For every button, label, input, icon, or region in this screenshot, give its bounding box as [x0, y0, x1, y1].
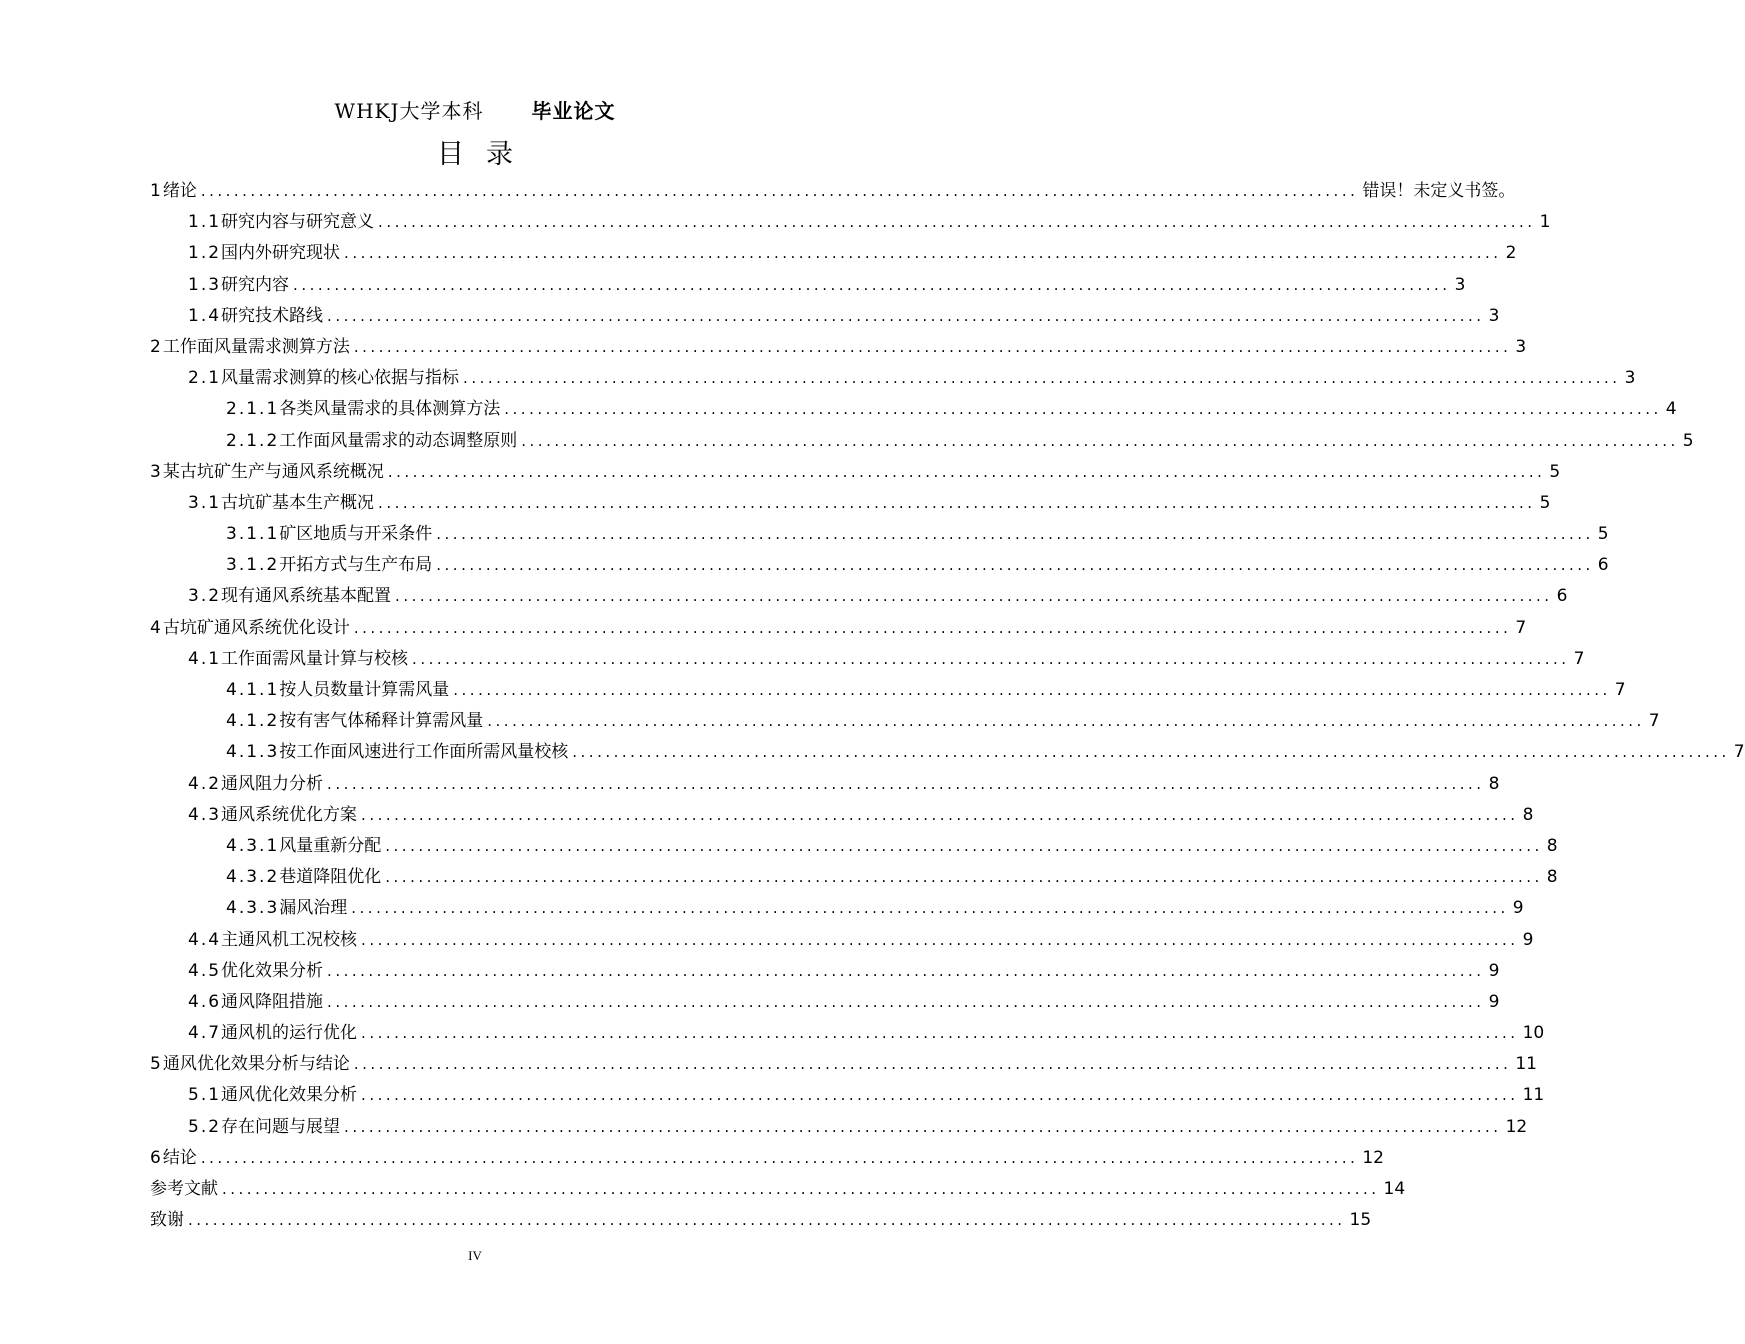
header-thesis: 毕业论文 — [531, 99, 616, 123]
toc-entry-number: 2.1.1 — [226, 399, 280, 420]
toc-dot-leader: ............................................................................................................................................ — [504, 400, 1662, 419]
toc-entry[interactable] — [150, 488, 1551, 519]
toc-entry-page: 11 — [1515, 1054, 1537, 1075]
toc-entry-number: 1.2 — [188, 243, 222, 264]
toc-entry-number: 5.2 — [188, 1116, 222, 1137]
toc-entry-title: 优化效果分析 — [221, 960, 324, 981]
toc-entry-title: 某古坑矿生产与通风系统概况 — [162, 461, 384, 482]
toc-entry[interactable] — [150, 862, 1558, 893]
toc-entry-title: 工作面需风量计算与校核 — [221, 648, 409, 669]
toc-entry[interactable] — [150, 270, 1466, 301]
toc-entry-page: 7 — [1648, 711, 1660, 732]
toc-entry[interactable] — [150, 363, 1636, 394]
toc-entry-title: 通风系统优化方案 — [221, 804, 358, 825]
toc-entry[interactable] — [150, 1174, 1406, 1205]
toc-dot-leader: ............................................................................................................................................ — [344, 1117, 1502, 1136]
toc-dot-leader: ............................................................................................................................................ — [387, 462, 1546, 481]
toc-entry[interactable] — [150, 737, 1745, 768]
toc-dot-leader: ............................................................................................................................................ — [487, 712, 1645, 731]
toc-entry-number: 4.1.1 — [226, 680, 280, 700]
toc-entry-page: 8 — [1522, 804, 1534, 825]
toc-entry-page: 3 — [1488, 305, 1500, 326]
toc-entry-page: 7 — [1573, 648, 1585, 669]
toc-entry-number: 4.3 — [188, 804, 222, 825]
toc-entry[interactable] — [150, 550, 1609, 581]
toc-entry-page: 8 — [1488, 773, 1500, 794]
toc-entry-title: 通风阻力分析 — [221, 773, 324, 794]
toc-entry-title: 漏风治理 — [279, 898, 348, 919]
toc-dot-leader: ............................................................................................................................................ — [385, 868, 1543, 887]
toc-entry-number: 1 — [150, 181, 163, 201]
toc-entry-page: 14 — [1383, 1179, 1406, 1199]
toc-entry-title: 绪论 — [162, 181, 197, 201]
toc-entry-page: 5 — [1539, 492, 1551, 513]
toc-entry-number: 1.3 — [188, 274, 222, 295]
toc-dot-leader: ............................................................................................................................................ — [436, 525, 1594, 544]
toc-dot-leader: ............................................................................................................................................ — [521, 431, 1679, 450]
toc-entry-number: 4.5 — [188, 960, 222, 981]
toc-entry[interactable] — [150, 207, 1551, 238]
toc-entry-page: 11 — [1522, 1085, 1545, 1106]
toc-entry-page: 5 — [1549, 461, 1561, 482]
toc-dot-leader: ............................................................................................................................................ — [378, 493, 1536, 512]
toc-entry[interactable] — [150, 176, 1516, 207]
toc-entry-page: 10 — [1522, 1023, 1545, 1044]
toc-dot-leader: ............................................................................................................................................ — [395, 587, 1553, 606]
toc-entry-number: 4.3.3 — [226, 898, 280, 919]
toc-entry-title: 通风优化效果分析 — [221, 1085, 358, 1106]
toc-entry-page: 4 — [1665, 399, 1677, 420]
toc-entry[interactable] — [150, 394, 1677, 425]
toc-dot-leader: ............................................................................................................................................ — [572, 743, 1730, 762]
toc-entry-page: 12 — [1362, 1147, 1384, 1168]
page-number: IV — [468, 1248, 482, 1263]
toc-entry[interactable] — [150, 1049, 1537, 1080]
toc-entry-title: 按有害气体稀释计算需风量 — [279, 711, 484, 732]
toc-entry[interactable] — [150, 800, 1534, 831]
toc-entry-page: 15 — [1349, 1210, 1372, 1231]
toc-dot-leader: ............................................................................................................................................ — [293, 275, 1451, 294]
toc-entry[interactable] — [150, 987, 1500, 1018]
toc-entry-title: 巷道降阻优化 — [279, 867, 382, 888]
toc-entry-number: 1.4 — [188, 305, 222, 326]
toc-entry-title: 现有通风系统基本配置 — [221, 586, 392, 607]
toc-entry-title: 致谢 — [150, 1210, 184, 1231]
toc-dot-leader: ............................................................................................................................................ — [361, 930, 1519, 949]
toc-entry-title: 开拓方式与生产布局 — [279, 555, 433, 576]
toc-entry-number: 3.2 — [188, 586, 222, 607]
toc-entry-number: 4.7 — [188, 1023, 222, 1044]
toc-entry[interactable] — [150, 426, 1694, 457]
toc-entry-number: 5.1 — [188, 1085, 222, 1106]
toc-entry-title: 研究内容 — [221, 274, 290, 295]
toc-entry-page: 1 — [1539, 212, 1551, 233]
toc-entry-title: 研究内容与研究意义 — [221, 212, 375, 233]
toc-entry-number: 4.1.3 — [226, 742, 280, 763]
toc-entry-number: 6 — [150, 1147, 163, 1168]
toc-dot-leader: ............................................................................................................................................ — [453, 681, 1611, 699]
toc-entry-title: 主通风机工况校核 — [221, 929, 358, 950]
toc-entry-number: 4.1 — [188, 648, 222, 669]
toc-dot-leader: ............................................................................................................................................ — [200, 1148, 1359, 1167]
toc-entry[interactable] — [150, 1112, 1528, 1143]
toc-entry-title: 国内外研究现状 — [221, 243, 341, 264]
toc-dot-leader: ............................................................................................................................................ — [351, 899, 1509, 918]
toc-dot-leader: ............................................................................................................................................ — [361, 1086, 1519, 1105]
toc-entry-number: 4.3.1 — [226, 835, 280, 856]
toc-dot-leader: ............................................................................................................................................ — [361, 1024, 1519, 1043]
toc-entry-page: 错误！未定义书签。 — [1362, 181, 1516, 201]
toc-entry[interactable] — [150, 457, 1561, 488]
toc-entry-number: 2.1 — [188, 368, 222, 389]
toc-entry[interactable] — [150, 519, 1609, 550]
toc-entry-number: 5 — [150, 1054, 163, 1075]
toc-entry-title: 工作面风量需求的动态调整原则 — [279, 430, 518, 451]
toc-entry-number: 4.2 — [188, 773, 222, 794]
toc-dot-leader: ............................................................................................................................................ — [353, 337, 1512, 356]
toc-entry-number: 3.1 — [188, 492, 222, 513]
toc-entry[interactable] — [150, 581, 1568, 612]
toc-entry-number: 4.6 — [188, 991, 222, 1012]
toc-dot-leader: ............................................................................................................................................ — [200, 182, 1359, 200]
toc-dot-leader: ............................................................................................................................................ — [327, 961, 1485, 980]
toc-entry-title: 古坑矿基本生产概况 — [221, 492, 375, 513]
toc-dot-leader: ............................................................................................................................................ — [327, 774, 1485, 793]
toc-dot-leader: ............................................................................................................................................ — [188, 1211, 1346, 1230]
table-of-contents — [150, 176, 1745, 1236]
toc-entry-page: 9 — [1522, 929, 1534, 950]
toc-entry-page: 9 — [1488, 960, 1500, 981]
toc-entry-page: 6 — [1556, 586, 1568, 607]
toc-entry[interactable] — [150, 644, 1585, 675]
toc-entry-page: 9 — [1488, 991, 1500, 1012]
toc-entry[interactable] — [150, 893, 1524, 924]
toc-dot-leader: ............................................................................................................................................ — [327, 992, 1485, 1011]
toc-entry-number: 4.4 — [188, 929, 222, 950]
toc-entry-number: 4 — [150, 617, 163, 638]
toc-dot-leader: ............................................................................................................................................ — [327, 306, 1485, 325]
page-title: 目录 — [437, 139, 535, 170]
toc-dot-leader: ............................................................................................................................................ — [385, 836, 1543, 855]
toc-entry[interactable] — [150, 301, 1500, 332]
toc-entry-page: 5 — [1597, 524, 1609, 545]
toc-entry-title: 古坑矿通风系统优化设计 — [162, 617, 350, 638]
toc-entry-title: 通风机的运行优化 — [221, 1023, 358, 1044]
toc-entry-page: 8 — [1546, 835, 1558, 856]
toc-dot-leader: ............................................................................................................................................ — [353, 618, 1512, 637]
toc-entry-page: 3 — [1454, 274, 1466, 295]
toc-entry-page: 3 — [1515, 336, 1527, 357]
toc-entry-title: 风量需求测算的核心依据与指标 — [221, 368, 460, 389]
toc-entry-page: 7 — [1614, 680, 1626, 700]
toc-entry-page: 5 — [1682, 430, 1694, 451]
toc-entry-page: 9 — [1512, 898, 1524, 919]
toc-entry-number: 2.1.2 — [226, 430, 280, 451]
toc-entry[interactable] — [150, 1018, 1545, 1049]
toc-entry-number: 4.3.2 — [226, 867, 280, 888]
toc-entry[interactable] — [150, 956, 1500, 987]
toc-entry-number: 4.1.2 — [226, 711, 280, 732]
toc-entry-number: 3 — [150, 461, 163, 482]
header-school: WHKJ大学本科 — [334, 99, 484, 123]
toc-entry[interactable] — [150, 1080, 1545, 1111]
toc-entry-number: 3.1.2 — [226, 555, 280, 576]
toc-dot-leader: ............................................................................................................................................ — [353, 1055, 1512, 1074]
toc-entry-title: 存在问题与展望 — [221, 1116, 341, 1137]
toc-entry[interactable] — [150, 769, 1500, 800]
toc-entry-title: 研究技术路线 — [221, 305, 324, 326]
toc-entry-page: 3 — [1624, 368, 1636, 389]
toc-entry-title: 通风优化效果分析与结论 — [162, 1054, 350, 1075]
toc-entry[interactable] — [150, 1143, 1384, 1174]
toc-entry-title: 按人员数量计算需风量 — [279, 680, 450, 700]
toc-entry-page: 8 — [1546, 867, 1558, 888]
toc-entry-number: 1.1 — [188, 212, 222, 233]
toc-dot-leader: ............................................................................................................................................ — [344, 244, 1502, 263]
toc-entry-page: 12 — [1505, 1116, 1528, 1137]
toc-dot-leader: ............................................................................................................................................ — [412, 649, 1570, 668]
toc-entry-title: 结论 — [162, 1147, 197, 1168]
toc-entry[interactable] — [150, 1205, 1372, 1236]
toc-entry-number: 3.1.1 — [226, 524, 280, 545]
toc-dot-leader: ............................................................................................................................................ — [361, 805, 1519, 824]
toc-entry-title: 参考文献 — [150, 1179, 218, 1199]
toc-entry-page: 7 — [1733, 742, 1745, 763]
toc-entry[interactable] — [150, 238, 1517, 269]
toc-entry[interactable] — [150, 831, 1558, 862]
toc-entry[interactable] — [150, 706, 1660, 737]
toc-dot-leader: ............................................................................................................................................ — [436, 556, 1594, 575]
toc-entry-title: 通风降阻措施 — [221, 991, 324, 1012]
toc-entry-number: 2 — [150, 336, 163, 357]
toc-entry[interactable] — [150, 925, 1534, 956]
toc-dot-leader: ............................................................................................................................................ — [463, 369, 1621, 388]
toc-dot-leader: ............................................................................................................................................ — [378, 213, 1536, 232]
toc-entry-page: 7 — [1515, 617, 1527, 638]
toc-entry-title: 工作面风量需求测算方法 — [162, 336, 350, 357]
toc-entry[interactable] — [150, 613, 1527, 644]
toc-entry-title: 矿区地质与开采条件 — [279, 524, 433, 545]
toc-entry-title: 风量重新分配 — [279, 835, 382, 856]
toc-entry[interactable] — [150, 332, 1527, 363]
toc-entry-title: 按工作面风速进行工作面所需风量校核 — [279, 742, 569, 763]
toc-entry-page: 6 — [1597, 555, 1609, 576]
toc-entry-page: 2 — [1505, 243, 1517, 264]
page-header — [0, 95, 950, 124]
toc-entry[interactable] — [150, 675, 1626, 706]
toc-dot-leader: ............................................................................................................................................ — [222, 1180, 1380, 1198]
toc-entry-title: 各类风量需求的具体测算方法 — [279, 399, 501, 420]
